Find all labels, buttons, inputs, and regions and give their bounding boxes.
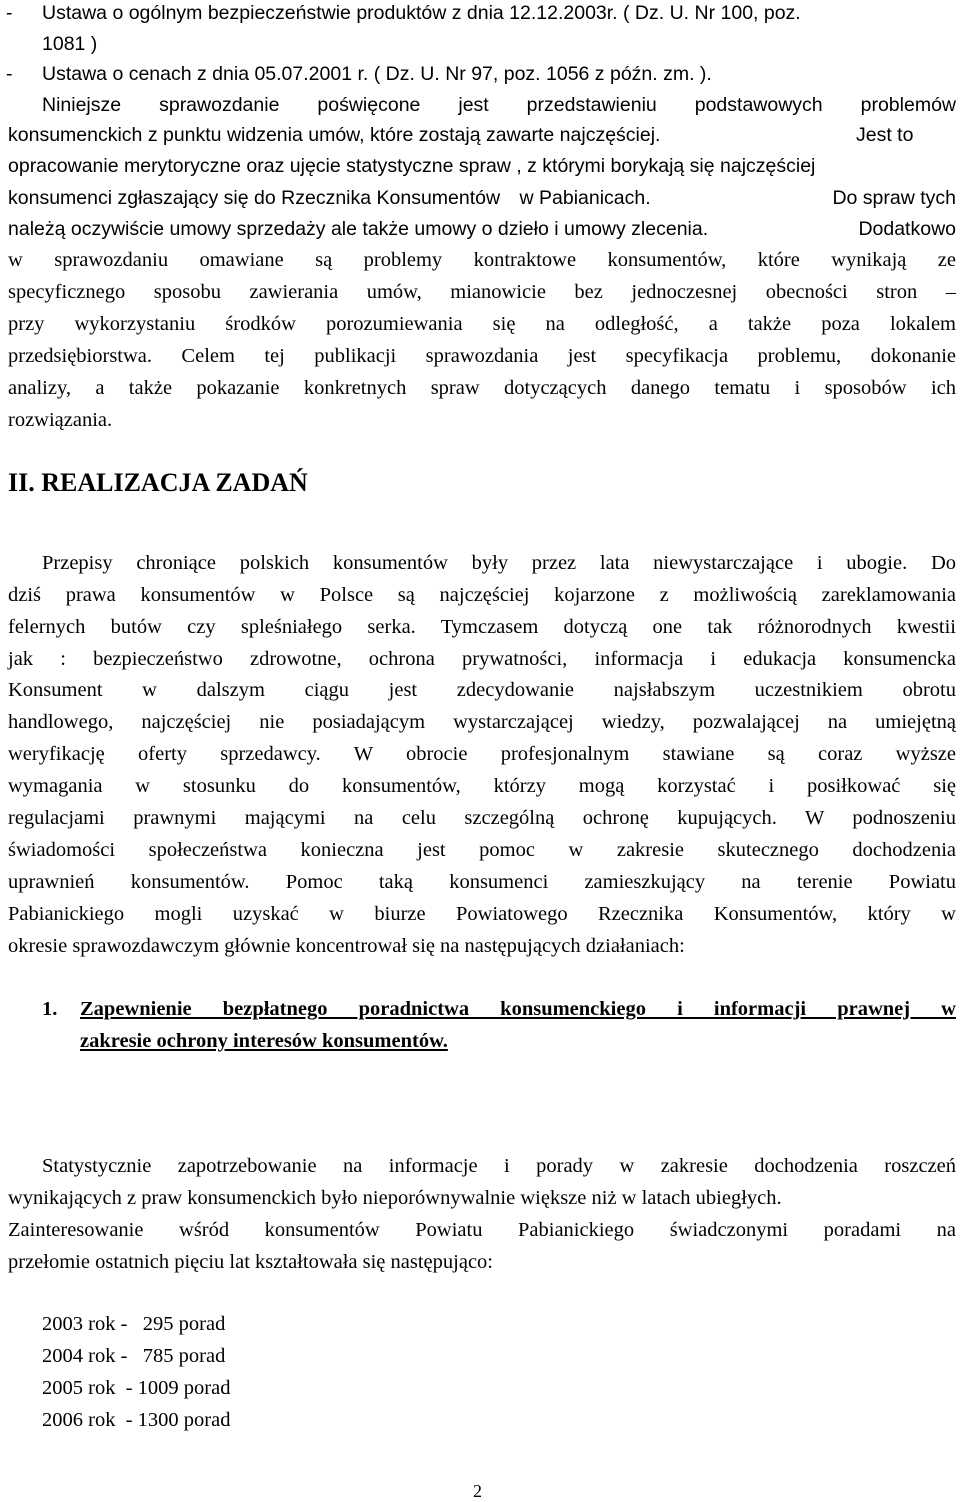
para3-line: Zainteresowanie wśród konsumentów Powiatu Pabianickiego świadczonymi poradami na <box>8 1219 956 1241</box>
para1-line: przedsiębiorstwa. Celem tej publikacji sprawozdania jest specyfikacja problemu, dokonanie <box>8 345 956 367</box>
numbered-item-title-line-1: Zapewnienie bezpłatnego poradnictwa konsumenckiego i informacji prawnej w <box>80 998 956 1020</box>
para2-line: dziś prawa konsumentów w Polsce są najczęściej kojarzone z możliwością zareklamowania <box>8 584 956 606</box>
list-item-2: Ustawa o cenach z dnia 05.07.2001 r. ( Dz. U. Nr 97, poz. 1056 z późn. zm. ). <box>42 63 712 85</box>
para1-line: opracowanie merytoryczne oraz ujęcie statystyczne spraw , z którymi borykają się najczęściej <box>8 155 816 177</box>
para1-line: specyficznego sposobu zawierania umów, mianowicie bez jednoczesnej obecności stron – <box>8 281 956 303</box>
section-heading: II. REALIZACJA ZADAŃ <box>8 468 308 497</box>
para2-line: Pabianickiego mogli uzyskać w biurze Powiatowego Rzecznika Konsumentów, który w <box>8 903 956 925</box>
para3-line: Statystycznie zapotrzebowanie na informacje i porady w zakresie dochodzenia roszczeń <box>42 1155 956 1177</box>
para1-line: analizy, a także pokazanie konkretnych spraw dotyczących danego tematu i sposobów ich <box>8 377 956 399</box>
para3-line: przełomie ostatnich pięciu lat kształtowała się następująco: <box>8 1251 493 1273</box>
para1-line: należą oczywiście umowy sprzedaży ale także umowy o dzieło i umowy zlecenia. Dodatkowo <box>8 218 956 240</box>
list-dash: - <box>6 2 13 24</box>
para2-line: jak : bezpieczeństwo zdrowotne, ochrona prywatności, informacja i edukacja konsumencka <box>8 648 956 670</box>
list-dash: - <box>6 63 13 85</box>
list-item-1-line-2: 1081 ) <box>42 33 98 55</box>
para1-line: w sprawozdaniu omawiane są problemy kontraktowe konsumentów, które wynikają ze <box>8 249 956 271</box>
page-number: 2 <box>473 1481 482 1501</box>
para2-line: uprawnień konsumentów. Pomoc taką konsumenci zamieszkujący na terenie Powiatu <box>8 871 956 893</box>
para2-line: Konsument w dalszym ciągu jest zdecydowanie najsłabszym uczestnikiem obrotu <box>8 679 956 701</box>
para1-line: konsumenci zgłaszający się do Rzecznika Konsumentów w Pabianicach. Do spraw tych <box>8 187 956 209</box>
para1-line: Niniejsze sprawozdanie poświęcone jest przedstawieniu podstawowych problemów <box>42 94 956 116</box>
para1-line: przy wykorzystaniu środków porozumiewania się na odległość, a także poza lokalem <box>8 313 956 335</box>
para2-line: handlowego, najczęściej nie posiadającym wystarczającej wiedzy, pozwalającej na umiejętną <box>8 711 956 733</box>
stats-item: 2003 rok - 295 porad <box>42 1313 226 1335</box>
numbered-item-title-line-2: zakresie ochrony interesów konsumentów. <box>80 1030 448 1052</box>
para3-line: wynikających z praw konsumenckich było nieporównywalnie większe niż w latach ubiegłych. <box>8 1187 782 1209</box>
para2-line: wymagania w stosunku do konsumentów, którzy mogą korzystać i posiłkować się <box>8 775 956 797</box>
para2-line: Przepisy chroniące polskich konsumentów były przez lata niewystarczające i ubogie. Do <box>42 552 956 574</box>
para1-line: konsumenckich z punktu widzenia umów, które zostają zawarte najczęściej. Jest to <box>8 124 914 146</box>
para2-line: weryfikację oferty sprzedawcy. W obrocie profesjonalnym stawiane są coraz wyższe <box>8 743 956 765</box>
para2-line: okresie sprawozdawczym głównie koncentrował się na następujących działaniach: <box>8 935 685 957</box>
para2-line: regulacjami prawnymi mającymi na celu szczególną ochronę kupujących. W podnoszeniu <box>8 807 956 829</box>
stats-item: 2004 rok - 785 porad <box>42 1345 226 1367</box>
stats-item: 2006 rok - 1300 porad <box>42 1409 231 1431</box>
stats-item: 2005 rok - 1009 porad <box>42 1377 231 1399</box>
numbered-item-number: 1. <box>42 998 58 1020</box>
para2-line: świadomości społeczeństwa konieczna jest pomoc w zakresie skutecznego dochodzenia <box>8 839 956 861</box>
para2-line: felernych butów czy spleśniałego serka. Tymczasem dotyczą one tak różnorodnych kwestii <box>8 616 956 638</box>
para1-line: rozwiązania. <box>8 409 113 431</box>
list-item-1-line-1: Ustawa o ogólnym bezpieczeństwie produktów z dnia 12.12.2003r. ( Dz. U. Nr 100, poz. <box>42 2 801 24</box>
